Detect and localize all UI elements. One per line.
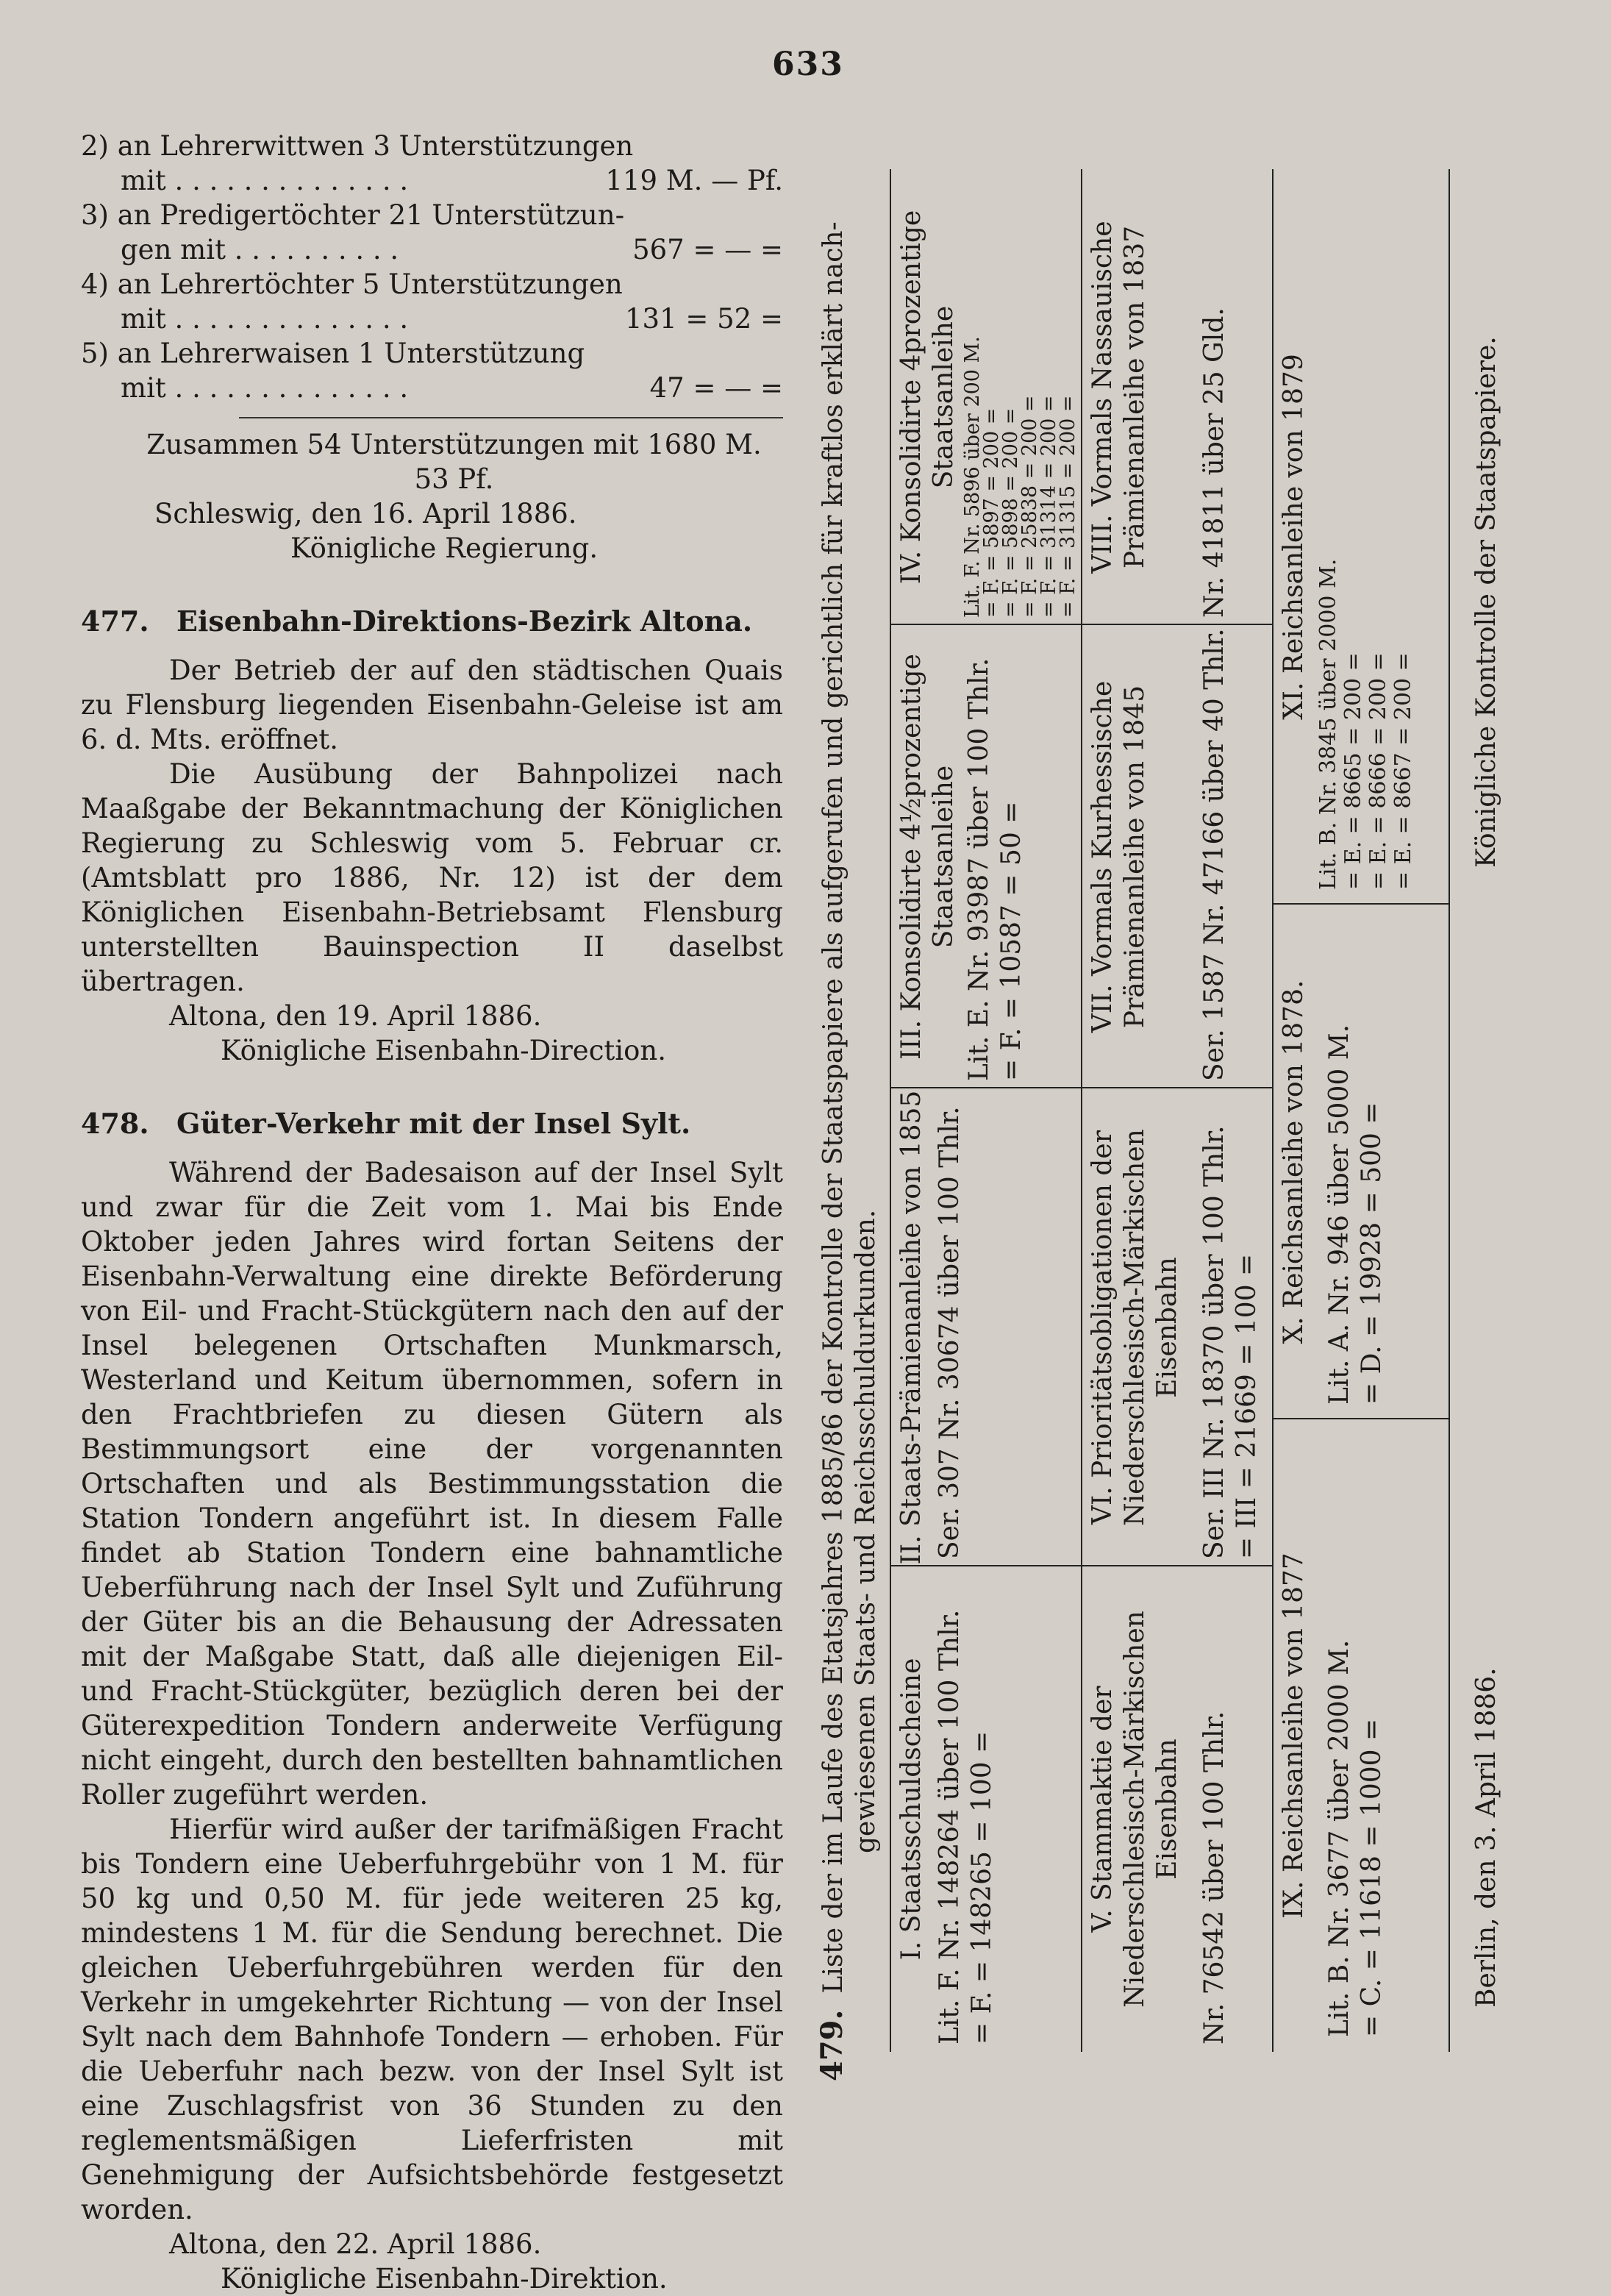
section-478-authority: Königliche Eisenbahn-Direktion.	[221, 2263, 668, 2295]
col-body-X: Lit. A. Nr. 946 über 5000 M. = D. = 19928 = 500 =	[1324, 1024, 1387, 1405]
section-478-heading: 478. Güter-Verkehr mit der Insel Sylt.	[81, 1107, 691, 1140]
col-head-IX: IX. Reichsanleihe von 1877	[1279, 1552, 1309, 1919]
support-line: 4) an Lehrertöchter 5 Unterstützungen	[81, 268, 623, 300]
col-head-II: II. Staats-Prämienanleihe von 1855	[896, 1090, 926, 1565]
section-477-paragraph: Die Ausübung der Bahnpolizei nach Maaßgabe der Bekanntmachung der Königlichen Regierung zu Schleswig vom 5. Februar cr. (Amtsblatt pro 1886, Nr. 12) ist der dem Königlichen Eisenbahn-Betriebsamt Flensburg unterstellten Bauinspection II daselbst übertragen.	[81, 758, 783, 997]
col-body-VI: Ser. III Nr. 18370 über 100 Thlr. = III = 21669 = 100 =	[1199, 1125, 1262, 1559]
col-head-X: X. Reichsanleihe von 1878.	[1279, 980, 1309, 1344]
col-head-XI: XI. Reichsanleihe von 1879	[1279, 354, 1309, 720]
schleswig-date: Schleswig, den 16. April 1886.	[154, 498, 577, 530]
support-line: mit . . . . . . . . . . . . . . 47 = — =	[121, 372, 783, 404]
section-477-authority: Königliche Eisenbahn-Direction.	[221, 1035, 666, 1066]
support-line: 3) an Predigertöchter 21 Unterstützun-	[81, 199, 625, 231]
col-body-III: Lit. E. Nr. 93987 über 100 Thlr. = F. = 10587 = 50 =	[964, 657, 1026, 1081]
col-head-V: V. Stammaktie der Niederschlesisch-Märkischen Eisenbahn	[1087, 1611, 1182, 2008]
col-head-III: III. Konsolidirte 4½prozentige Staatsanleihe	[896, 654, 959, 1060]
table-row-divider	[1081, 169, 1082, 2052]
support-line: mit . . . . . . . . . . . . . . 131 = 52 =	[121, 303, 783, 335]
table-border-top	[890, 169, 891, 2052]
support-line: 5) an Lehrerwaisen 1 Unterstützung	[81, 338, 585, 369]
section-477-place-date: Altona, den 19. April 1886.	[169, 1000, 542, 1032]
col-body-IX: Lit. B. Nr. 3677 über 2000 M. = C. = 11618 = 1000 =	[1324, 1639, 1387, 2037]
section-479-rotated	[816, 125, 1559, 2081]
section-477-paragraph: Der Betrieb der auf den städtischen Quais zu Flensburg liegenden Eisenbahn-Geleise ist am 6. d. Mts. eröffnet.	[81, 655, 783, 755]
support-list	[81, 129, 783, 405]
section-479-place-date: Berlin, den 3. April 1886.	[1471, 1667, 1501, 2008]
col-head-VI: VI. Prioritätsobligationen der Niederschlesisch-Märkischen Eisenbahn	[1087, 1129, 1182, 1526]
divider	[239, 417, 783, 418]
support-line: gen mit . . . . . . . . . . 567 = — =	[121, 234, 783, 265]
page-number: 633	[772, 46, 844, 83]
section-479-title: 479.Liste der im Laufe des Etatsjahres 1885/86 der Kontrolle der Staatspapiere als aufgerufen und gerichtlich für kraftlos erklärt nach- gewiesenen Staats- und Reichsschuldurkunden.	[815, 221, 881, 2081]
col-body-XI: Lit. B. Nr. 3845 über 2000 M. = E. = 8665 = 200 = = E. = 8666 = 200 = = E. = 8667 = 200 =	[1315, 558, 1416, 890]
col-body-VII: Ser. 1587 Nr. 47166 über 40 Thlr.	[1199, 628, 1229, 1081]
section-479-authority: Königliche Kontrolle der Staatspapiere.	[1471, 336, 1501, 868]
col-body-VIII: Nr. 41811 über 25 Gld.	[1199, 307, 1229, 618]
col-head-VIII: VIII. Vormals Nassauische Prämienanleihe von 1837	[1087, 221, 1150, 574]
support-total: Zusammen 54 Unterstützungen mit 1680 M. 53 Pf.	[146, 429, 762, 495]
col-body-I: Lit. F. Nr. 148264 über 100 Thlr. = F. = 148265 = 100 =	[935, 1609, 997, 2044]
left-column	[81, 129, 783, 2296]
support-line: 2) an Lehrerwittwen 3 Unterstützungen	[81, 130, 634, 162]
schleswig-authority: Königliche Regierung.	[290, 532, 599, 564]
col-head-IV: IV. Konsolidirte 4prozentige Staatsanleihe	[896, 210, 959, 585]
col-body-IV: Lit. F. Nr. 5896 über 200 M. = F. = 5897 = 200 = = F. = 5898 = 200 = = F. = 25838 = 200 = = F. = 31314 = 200 = = F. = 31315 = 200 =	[961, 336, 1079, 618]
col-body-V: Nr. 76542 über 100 Thlr.	[1199, 1711, 1229, 2044]
section-478-paragraph: Während der Badesaison auf der Insel Sylt und zwar für die Zeit vom 1. Mai bis Ende Oktober jeden Jahres wird fortan Seitens der Eisenbahn-Verwaltung eine direkte Beförderung von Eil- und Fracht-Stückgütern nach den auf der Insel belegenen Ortschaften Munkmarsch, Westerland und Keitum übernommen, sofern in den Frachtbriefen zu diesen Gütern als Bestimmungsort eine der vorgenannten Ortschaften und als Bestimmungsstation die Station Tondern angeführt ist. In diesem Falle findet ab Station Tondern eine bahnamtliche Ueberführung nach der Insel Sylt und Zuführung der Güter bis an die Behausung der Adressaten mit der Maßgabe Statt, daß alle diejenigen Eil- und Fracht-Stückgüter, bezüglich deren bei der Güterexpedition Tondern anderweite Verfügung nicht eingeht, durch den bestellten bahnamtlichen Roller zugeführt werden.	[81, 1157, 783, 1811]
support-line: mit . . . . . . . . . . . . . . 119 M. — Pf.	[121, 165, 783, 196]
col-head-I: I. Staatsschuldscheine	[896, 1658, 926, 1961]
section-478-paragraph: Hierfür wird außer der tarifmäßigen Fracht bis Tondern eine Ueberfuhrgebühr von 1 M. für 50 kg und 0,50 M. für jede weiteren 25 kg, mindestens 1 M. für die Sendung berechnet. Die gleichen Ueberfuhrgebühren werden für den Verkehr in umgekehrter Richtung — von der Insel Sylt nach dem Bahnhofe Tondern — erhoben. Für die Ueberfuhr nach bezw. von der Insel Sylt ist eine Zuschlagsfrist von 36 Stunden zu den reglementsmäßigen Lieferfristen mit Genehmigung der Aufsichtsbehörde festgesetzt worden.	[81, 1814, 783, 2225]
table-border-bottom	[1449, 169, 1450, 2052]
section-478-place-date: Altona, den 22. April 1886.	[169, 2228, 542, 2260]
table-row-divider	[1272, 169, 1274, 2052]
col-head-VII: VII. Vormals Kurhessische Prämienanleihe von 1845	[1087, 680, 1150, 1033]
section-477-heading: 477. Eisenbahn-Direktions-Bezirk Altona.	[81, 605, 753, 638]
col-body-II: Ser. 307 Nr. 30674 über 100 Thlr.	[935, 1106, 965, 1559]
